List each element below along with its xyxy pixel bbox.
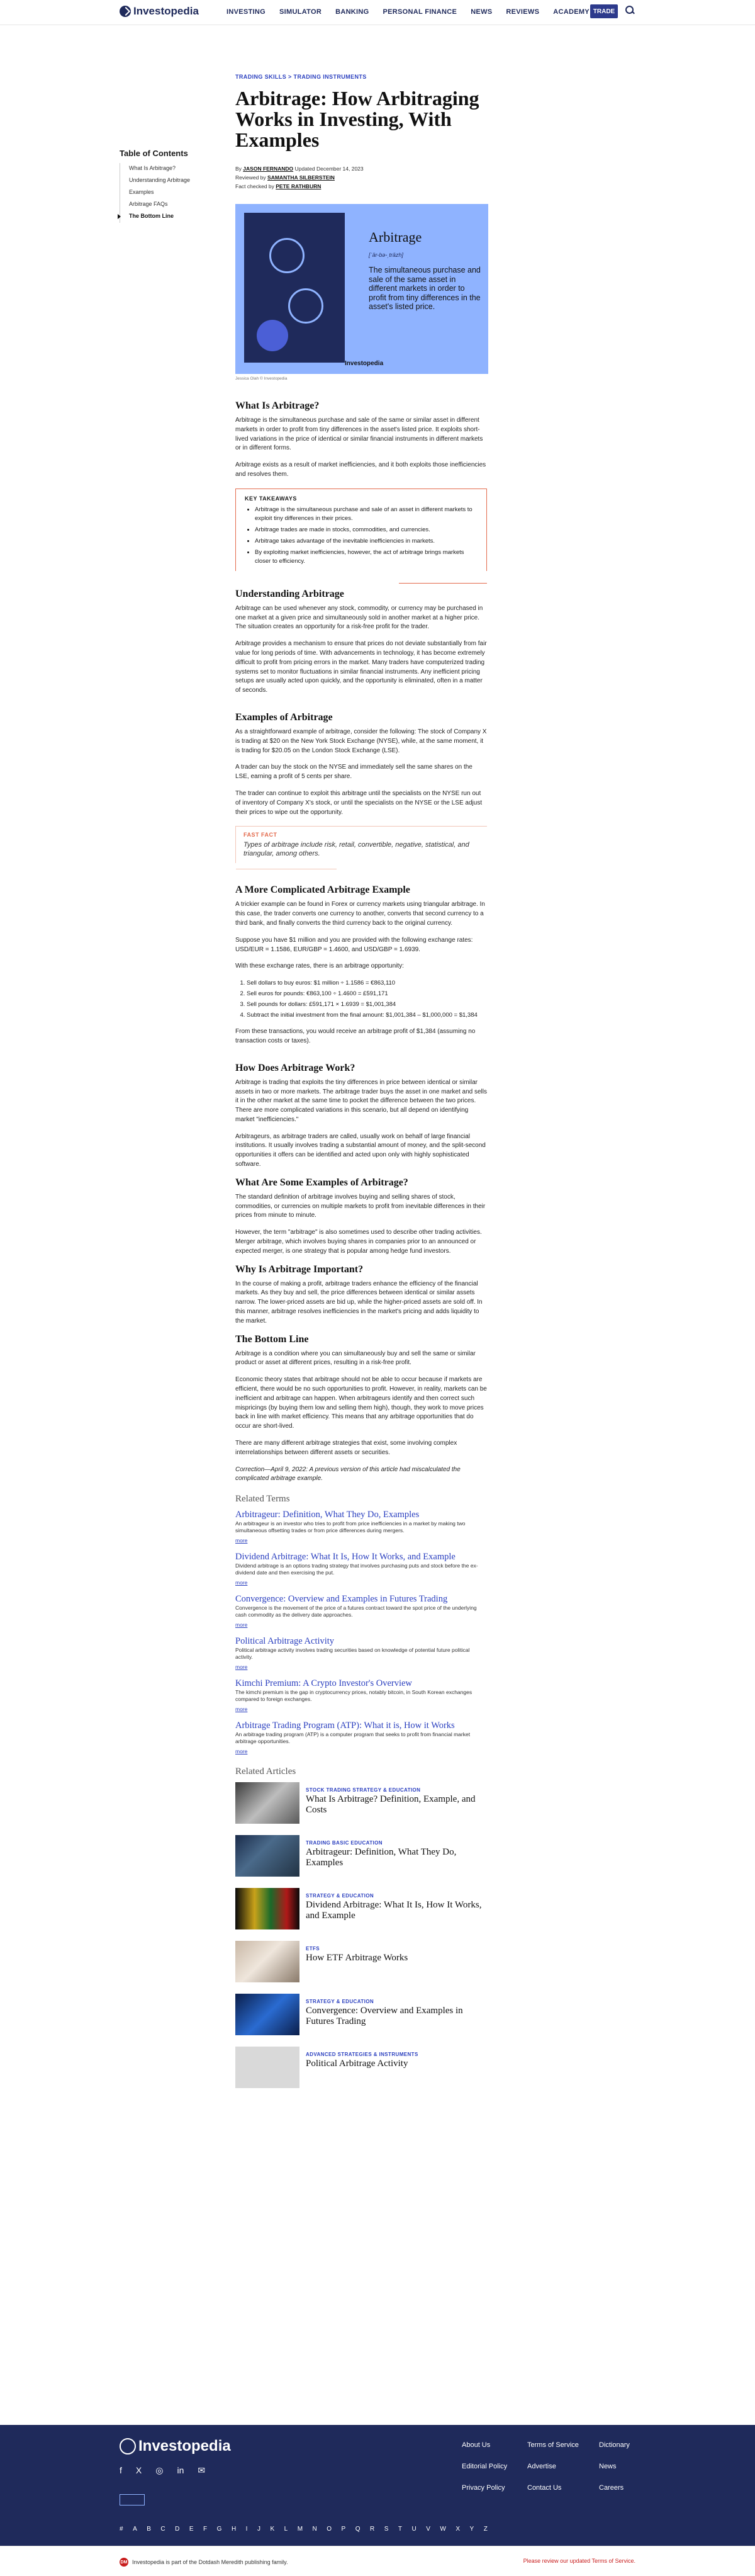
fast-fact-text: Types of arbitrage include risk, retail, convertible, negative, statistical, and triangular, among others. — [243, 841, 469, 858]
factcheck-label: Fact checked by — [235, 183, 274, 189]
alpha-link[interactable]: G — [216, 2526, 222, 2533]
article-title-link[interactable]: What Is Arbitrage? Definition, Example, and Costs — [306, 1794, 476, 1816]
site-logo[interactable] — [120, 5, 199, 18]
related-term-title[interactable]: Kimchi Premium: A Crypto Investor's Overview — [235, 1678, 412, 1689]
related-article[interactable] — [235, 1994, 487, 2035]
dotdash-logo-icon: DM — [120, 2558, 128, 2567]
article-title-link[interactable]: Convergence: Overview and Examples in Futures Trading — [306, 2006, 463, 2027]
social-links — [120, 2465, 205, 2476]
breadcrumb[interactable]: TRADING SKILLS > TRADING INSTRUMENTS — [235, 74, 367, 80]
alpha-link[interactable]: B — [147, 2526, 151, 2533]
decor-circle — [269, 238, 305, 273]
article-thumbnail[interactable] — [235, 1941, 299, 1982]
article-body — [235, 400, 487, 2099]
paragraph: Arbitrage provides a mechanism to ensure that prices do not deviate substantially from fair value for long periods of time. With advancements in technology, it has become extremely difficult to profit from pricing errors in the market. Many traders have computerized trading systems set to monitor fluctuations in similar financial instruments. Any inefficient pricing setups are usually acted upon quickly, and the opportunity is eliminated, often in a matter of seconds. — [235, 640, 487, 694]
footer-link[interactable]: About Us — [462, 2441, 491, 2449]
trade-button[interactable]: TRADE — [590, 4, 618, 18]
more-link[interactable]: more — [235, 1664, 248, 1671]
table-of-contents — [120, 149, 220, 223]
related-term-title[interactable]: Political Arbitrage Activity — [235, 1636, 335, 1647]
article-title-link[interactable]: How ETF Arbitrage Works — [306, 1953, 408, 1963]
decor-blob — [257, 320, 288, 351]
alpha-link[interactable]: M — [297, 2526, 303, 2533]
hero-pronunciation: [ˈär-bə-ˌträzh] — [369, 252, 403, 258]
top-navigation — [0, 0, 755, 25]
article-category[interactable]: ETFS — [306, 1946, 320, 1952]
related-term-desc: An arbitrageur is an investor who tries to profit from price inefficiencies in a market by making two simultaneous offsetting trades or from price differences during mergers. — [235, 1520, 466, 1534]
alpha-link[interactable]: E — [189, 2526, 194, 2533]
key-takeaways — [235, 489, 487, 571]
related-term[interactable] — [235, 1594, 487, 1630]
bottom-bar — [0, 2546, 755, 2576]
terms-update-link[interactable]: Please review our updated Terms of Service. — [523, 2558, 635, 2564]
paragraph: A trickier example can be found in Forex or currency markets using triangular arbitrage. In this case, the trader converts one currency to another, converts that second currency to a third bank, and finally converts the third currency back to the original currency. — [235, 901, 485, 927]
alpha-link[interactable]: S — [384, 2526, 389, 2533]
nav-link-personal-finance[interactable]: PERSONAL FINANCE — [383, 8, 457, 16]
article-thumbnail[interactable] — [235, 1835, 299, 1877]
key-takeaways-heading: KEY TAKEAWAYS — [245, 495, 297, 502]
alpha-link[interactable]: # — [120, 2526, 123, 2533]
decor-circle — [288, 288, 323, 324]
paragraph: Arbitrage is a condition where you can simultaneously buy and sell the same or similar product or asset at different prices, resulting in a risk-free profit. — [235, 1350, 476, 1367]
paragraph: However, the term "arbitrage" is also sometimes used to describe other trading activities. Merger arbitrage, which involves buying shares in companies prior to an announced or expected merger, is one strategy that is popular among hedge fund investors. — [235, 1229, 482, 1255]
facebook-icon[interactable]: f — [120, 2465, 122, 2475]
hero-illustration — [235, 204, 488, 374]
alphabet-index — [120, 2526, 488, 2533]
paragraph: The standard definition of arbitrage involves buying and selling shares of stock, commodities, or currencies on multiple markets to profit from inevitable differences in their prices from minute to minute. — [235, 1193, 486, 1219]
article-thumbnail[interactable] — [235, 2047, 299, 2088]
related-term-title[interactable]: Arbitrage Trading Program (ATP): What it is, How it Works — [235, 1720, 455, 1731]
logo-icon — [120, 2438, 136, 2455]
alpha-link[interactable]: K — [270, 2526, 275, 2533]
alpha-link[interactable]: O — [327, 2526, 332, 2533]
logo-icon — [120, 6, 131, 17]
section-heading: What Is Arbitrage? — [235, 400, 320, 411]
section-heading: Why Is Arbitrage Important? — [235, 1263, 364, 1275]
related-term-title[interactable]: Dividend Arbitrage: What It Is, How It Works, and Example — [235, 1552, 456, 1562]
alpha-link[interactable]: U — [411, 2526, 417, 2533]
more-link[interactable]: more — [235, 1748, 248, 1755]
fast-fact — [235, 826, 487, 863]
nav-link-academy[interactable]: ACADEMY — [553, 8, 590, 16]
footer-logo-text: Investopedia — [138, 2438, 231, 2455]
related-term-desc: The kimchi premium is the gap in cryptocurrency prices, notably bitcoin, in South Korean exchanges compared to foreign exchanges. — [235, 1689, 473, 1703]
footer-link[interactable]: News — [599, 2463, 617, 2470]
footer-link[interactable]: Contact Us — [527, 2484, 562, 2492]
footer-link[interactable]: Advertise — [527, 2463, 556, 2470]
step-item: 3. Sell pounds for dollars: £591,171 × 1.6939 = $1,001,384 — [247, 1000, 487, 1009]
alpha-link[interactable]: Q — [355, 2526, 361, 2533]
footer-link[interactable]: Terms of Service — [527, 2441, 579, 2449]
alpha-link[interactable]: C — [160, 2526, 165, 2533]
related-term[interactable] — [235, 1636, 487, 1672]
alpha-link[interactable]: D — [175, 2526, 180, 2533]
steps-list — [235, 979, 487, 1020]
article-title-link[interactable]: Political Arbitrage Activity — [306, 2059, 408, 2069]
more-link[interactable]: more — [235, 1622, 248, 1629]
footer-link[interactable]: Editorial Policy — [462, 2463, 508, 2470]
toc-item[interactable]: What Is Arbitrage? — [129, 165, 176, 171]
toc-item[interactable]: Arbitrage FAQs — [129, 201, 168, 207]
nav-link-banking[interactable]: BANKING — [335, 8, 369, 16]
paragraph: From these transactions, you would receive an arbitrage profit of $1,384 (assuming no transaction costs or taxes). — [235, 1028, 476, 1044]
section-heading: Understanding Arbitrage — [235, 588, 344, 599]
article-category[interactable]: ADVANCED STRATEGIES & INSTRUMENTS — [306, 2052, 418, 2058]
alpha-link[interactable]: A — [133, 2526, 137, 2533]
article-thumbnail[interactable] — [235, 1888, 299, 1929]
takeaway-item: • Arbitrage takes advantage of the inevitable inefficiencies in markets. — [255, 537, 478, 546]
toc-heading: Table of Contents — [120, 149, 188, 158]
more-link[interactable]: more — [235, 1537, 248, 1544]
paragraph: A trader can buy the stock on the NYSE and immediately sell the same shares on the LSE, earning a profit of 5 cents per share. — [235, 764, 473, 781]
site-footer — [0, 2425, 755, 2546]
reviewer-link[interactable]: SAMANTHA SILBERSTEIN — [267, 174, 335, 181]
takeaway-item: • By exploiting market inefficiencies, however, the act of arbitrage brings markets closer to efficiency. — [255, 548, 478, 566]
alpha-link[interactable]: Z — [483, 2526, 488, 2533]
illustration-panel — [244, 213, 345, 363]
footer-link[interactable]: Privacy Policy — [462, 2484, 505, 2492]
fast-fact-heading: FAST FACT — [243, 832, 277, 839]
related-term[interactable] — [235, 1510, 487, 1545]
nav-link-investing[interactable]: INVESTING — [226, 8, 266, 16]
step-item: 1. Sell dollars to buy euros: $1 million ÷ 1.1586 = €863,110 — [247, 979, 487, 988]
paragraph: Suppose you have $1 million and you are provided with the following exchange rates: USD/EUR = 1.1586, EUR/GBP = 1.4600, and USD/GBP = 1.6939. — [235, 936, 473, 953]
logo-text: Investopedia — [133, 5, 199, 17]
paragraph: Economic theory states that arbitrage should not be able to occur because if markets are efficient, there would be no such opportunities to profit. However, in reality, markets can be inefficient and arbitrage can happen. When arbitrageurs identify and then correct such mispricings (by buying them low and selling them high), though, they work to move prices back in line with market efficiency. This means that any arbitrage opportunities that do occur are short-lived. — [235, 1376, 487, 1430]
dm-text[interactable]: Investopedia is part of the Dotdash Meredith publishing family. — [132, 2559, 288, 2565]
paragraph: With these exchange rates, there is an arbitrage opportunity: — [235, 963, 404, 970]
article-category[interactable]: STRATEGY & EDUCATION — [306, 1893, 374, 1899]
reviewed-label: Reviewed by — [235, 174, 266, 181]
paragraph: The trader can continue to exploit this arbitrage until the specialists on the NYSE run out of inventory of Company X's stock, or until the specialists on the NYSE or the LSE adjust their prices to wipe out the opportunity. — [235, 789, 483, 816]
related-terms-heading: Related Terms — [235, 1494, 290, 1505]
related-articles-heading: Related Articles — [235, 1766, 296, 1777]
toc-item[interactable]: Examples — [129, 189, 154, 195]
more-link[interactable]: more — [235, 1579, 248, 1586]
section-heading: How Does Arbitrage Work? — [235, 1062, 355, 1073]
footer-links — [462, 2441, 662, 2492]
related-article[interactable] — [235, 1835, 487, 1877]
takeaway-item: • Arbitrage is the simultaneous purchase and sale of an asset in different markets to exploit tiny differences in their prices. — [255, 506, 478, 523]
trustarc-badge[interactable] — [120, 2494, 145, 2505]
paragraph: Arbitrage is trading that exploits the tiny differences in price between identical or similar assets in two or more markets. The arbitrage trader buys the asset in one market and sells it in the other market at the same time to pocket the difference between the two prices. There are more complicated variations in this scenario, but all depend on identifying market "inefficiencies." — [235, 1078, 487, 1123]
alpha-link[interactable]: H — [231, 2526, 237, 2533]
toc-item[interactable]: Understanding Arbitrage — [129, 177, 191, 183]
nav-link-news[interactable]: NEWS — [471, 8, 493, 16]
related-term[interactable] — [235, 1720, 487, 1756]
nav-link-simulator[interactable]: SIMULATOR — [279, 8, 322, 16]
hero-definition: The simultaneous purchase and sale of the same asset in different markets in order to profit from tiny differences in the asset's listed price. — [369, 266, 481, 311]
factchecker-link[interactable]: PETE RATHBURN — [276, 183, 322, 189]
search-icon[interactable] — [625, 6, 634, 14]
section-heading: The Bottom Line — [235, 1333, 309, 1345]
related-term-title[interactable]: Convergence: Overview and Examples in Futures Trading — [235, 1594, 448, 1605]
paragraph: Arbitrageurs, as arbitrage traders are called, usually work on behalf of large financial institutions. It usually involves trading a substantial amount of money, and the split-second opportunities it offers can be identified and acted upon only with highly sophisticated software. — [235, 1133, 486, 1168]
article-thumbnail[interactable] — [235, 1782, 299, 1824]
related-term[interactable] — [235, 1552, 487, 1588]
paragraph: Arbitrage exists as a result of market inefficiencies, and it both exploits those inefficiencies and resolves them. — [235, 461, 486, 478]
paragraph: In the course of making a profit, arbitrage traders enhance the efficiency of the financial markets. As they buy and sell, the price differences between identical or similar assets narrow. The lower-priced assets are bid up, while the higher-priced assets are sold off. In this manner, arbitrage resolves inefficiencies in the market's pricing and adds liquidity to the market. — [235, 1280, 483, 1325]
nav-links — [226, 8, 590, 16]
linkedin-icon[interactable]: in — [177, 2465, 184, 2475]
related-term-title[interactable]: Arbitrageur: Definition, What They Do, Examples — [235, 1510, 420, 1520]
section-heading: A More Complicated Arbitrage Example — [235, 884, 410, 896]
related-article[interactable] — [235, 1941, 487, 1982]
paragraph: Arbitrage can be used whenever any stock, commodity, or currency may be purchased in one market at a given price and simultaneously sold in another market at a higher price. The situation creates an opportunity for a risk-free profit for the trader. — [235, 604, 483, 631]
alpha-link[interactable]: V — [426, 2526, 430, 2533]
alpha-link[interactable]: R — [370, 2526, 375, 2533]
correction-note: Correction—April 9, 2022: A previous version of this article had miscalculated the complicated arbitrage example. — [235, 1466, 461, 1483]
alpha-link[interactable]: T — [398, 2526, 403, 2533]
email-icon[interactable]: ✉ — [198, 2465, 206, 2475]
related-term-desc: An arbitrage trading program (ATP) is a computer program that seeks to profit from financial market arbitrage opportunities. — [235, 1731, 471, 1745]
article-category[interactable]: STRATEGY & EDUCATION — [306, 1999, 374, 2005]
author-link[interactable]: JASON FERNANDO — [243, 166, 294, 172]
toc-item-active[interactable]: The Bottom Line — [120, 211, 220, 223]
step-item: 2. Sell euros for pounds: €863,100 ÷ 1.4600 = £591,171 — [247, 990, 487, 998]
more-link[interactable]: more — [235, 1706, 248, 1713]
article-title-link[interactable]: Arbitrageur: Definition, What They Do, Examples — [306, 1847, 457, 1868]
image-credit: Jessica Olah © Investopedia — [235, 376, 288, 381]
related-article[interactable] — [235, 1782, 487, 1824]
by-label: By — [235, 166, 242, 172]
footer-logo[interactable] — [120, 2438, 231, 2455]
alpha-link[interactable]: I — [245, 2526, 248, 2533]
section-heading: Examples of Arbitrage — [235, 711, 333, 723]
dotdash-meredith-note — [120, 2558, 288, 2567]
related-term-desc: Convergence is the movement of the price of a futures contract toward the spot price of the underlying cash commodity as the delivery date approaches. — [235, 1605, 477, 1618]
article-category[interactable]: STOCK TRADING STRATEGY & EDUCATION — [306, 1787, 421, 1794]
takeaway-item: • Arbitrage trades are made in stocks, commodities, and currencies. — [255, 526, 478, 534]
alpha-link[interactable]: L — [284, 2526, 288, 2533]
alpha-link[interactable]: F — [203, 2526, 208, 2533]
alpha-link[interactable]: P — [341, 2526, 346, 2533]
section-heading: What Are Some Examples of Arbitrage? — [235, 1177, 408, 1188]
hero-brand: Investopedia — [345, 360, 384, 367]
related-term-desc: Dividend arbitrage is an options trading strategy that involves purchasing puts and stock before the ex-dividend date and then exercising the put. — [235, 1562, 478, 1576]
instagram-icon[interactable]: ◎ — [155, 2465, 164, 2475]
byline — [235, 164, 364, 191]
footer-link[interactable]: Careers — [599, 2484, 624, 2492]
alpha-link[interactable]: J — [257, 2526, 260, 2533]
alpha-link[interactable]: N — [312, 2526, 317, 2533]
related-article[interactable] — [235, 1888, 487, 1929]
related-term[interactable] — [235, 1678, 487, 1714]
paragraph: Arbitrage is the simultaneous purchase and sale of the same or similar asset in different markets in order to profit from tiny differences in the asset's listed price. It exploits short-lived variations in the price of identical or similar financial instruments in different markets or in different forms. — [235, 417, 483, 452]
updated-date: Updated December 14, 2023 — [294, 166, 364, 172]
paragraph: As a straightforward example of arbitrage, consider the following: The stock of Company X is trading at $20 on the New York Stock Exchange (NYSE), while, at the same moment, it is trading for $20.05 on the London Stock Exchange (LSE). — [235, 728, 487, 754]
x-icon[interactable]: X — [135, 2465, 142, 2475]
hero-term: Arbitrage — [369, 229, 422, 245]
alpha-link[interactable]: W — [440, 2526, 446, 2533]
article-title-link[interactable]: Dividend Arbitrage: What It Is, How It Works, and Example — [306, 1900, 482, 1921]
article-thumbnail[interactable] — [235, 1994, 299, 2035]
paragraph: There are many different arbitrage strategies that exist, some involving complex interrelationships between different assets or securities. — [235, 1440, 457, 1456]
nav-link-reviews[interactable]: REVIEWS — [506, 8, 540, 16]
alpha-link[interactable]: Y — [469, 2526, 474, 2533]
footer-link[interactable]: Dictionary — [599, 2441, 630, 2449]
step-item: 4. Subtract the initial investment from the final amount: $1,001,384 – $1,000,000 = $1,384 — [247, 1011, 487, 1020]
article-category[interactable]: TRADING BASIC EDUCATION — [306, 1840, 383, 1846]
article-title: Arbitrage: How Arbitraging Works in Investing, With Examples — [235, 87, 479, 151]
related-term-desc: Political arbitrage activity involves trading securities based on knowledge of potential future political activity. — [235, 1647, 470, 1661]
alpha-link[interactable]: X — [456, 2526, 461, 2533]
related-article[interactable] — [235, 2047, 487, 2088]
